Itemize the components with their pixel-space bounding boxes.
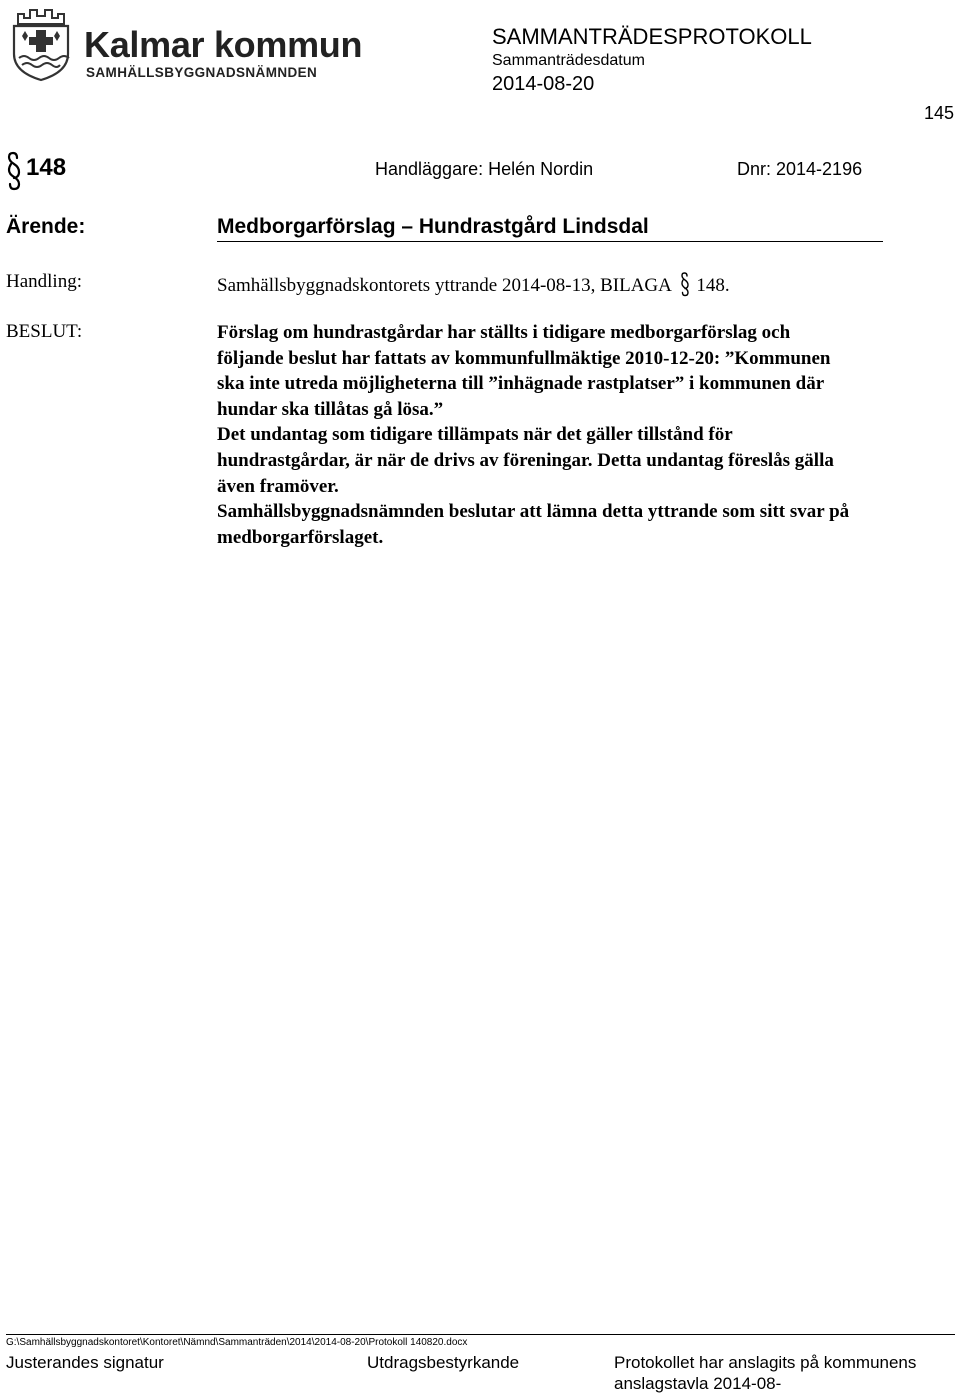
decision-line: Samhällsbyggnadsnämnden beslutar att lämna detta yttrande som sitt svar på <box>217 501 850 523</box>
extract-certification-label: Utdragsbestyrkande <box>367 1353 520 1372</box>
org-unit: SAMHÄLLSBYGGNADSNÄMNDEN <box>86 65 318 80</box>
decision-line: Det undantag som tidigare tillämpats när det gäller tillstånd för <box>217 424 733 446</box>
kalmar-crest-icon <box>10 6 72 82</box>
handling-label: Handling: <box>6 271 82 292</box>
decision-line: även framöver. <box>217 475 339 497</box>
document-title: SAMMANTRÄDESPROTOKOLL <box>492 24 812 49</box>
paragraph-number: 148 <box>26 154 67 181</box>
decision-line: medborgarförslaget. <box>217 526 384 548</box>
org-name: Kalmar kommun <box>84 24 363 65</box>
page-number: 145 <box>923 103 954 123</box>
beslut-label: BESLUT: <box>6 321 83 342</box>
handling-paragraph-ref: 148. <box>696 275 730 296</box>
meeting-date: 2014-08-20 <box>492 73 595 95</box>
posting-notice-line2: anslagstavla 2014-08- <box>614 1374 782 1393</box>
posting-notice-line1: Protokollet har anslagits på kommunens <box>614 1353 917 1372</box>
handling-value <box>217 271 730 297</box>
decision-line: Förslag om hundrastgårdar har ställts i tidigare medborgarförslag och <box>217 322 791 343</box>
signature-field-label: Justerandes signatur <box>6 1353 164 1372</box>
decision-text <box>217 320 957 550</box>
case-handler: Handläggare: Helén Nordin <box>375 159 594 179</box>
arende-title: Medborgarförslag – Hundrastgård Lindsdal <box>217 215 649 238</box>
arende-underline <box>217 241 883 242</box>
decision-line: följande beslut har fattats av kommunfullmäktige 2010-12-20: ”Kommunen <box>217 347 831 369</box>
meeting-date-label: Sammanträdesdatum <box>492 52 645 69</box>
decision-line: hundar ska tillåtas gå lösa.” <box>217 398 444 420</box>
footer-divider <box>6 1334 955 1335</box>
section-sign-icon <box>680 271 690 297</box>
decision-line: hundrastgårdar, är när de drivs av föreningar. Detta undantag föreslås gälla <box>217 449 834 471</box>
handling-text: Samhällsbyggnadskontorets yttrande 2014-08-13, BILAGA <box>217 275 671 296</box>
section-sign-icon <box>6 150 22 192</box>
file-path: G:\Samhällsbyggnadskontoret\Kontoret\Nämnd\Sammanträden\2014\2014-08-20\Protokoll 140820.docx <box>6 1337 468 1348</box>
decision-line: ska inte utreda möjligheterna till ”inhägnade rastplatser” i kommunen där <box>217 373 825 395</box>
arende-label: Ärende: <box>6 215 86 238</box>
registration-number: Dnr: 2014-2196 <box>737 159 863 179</box>
